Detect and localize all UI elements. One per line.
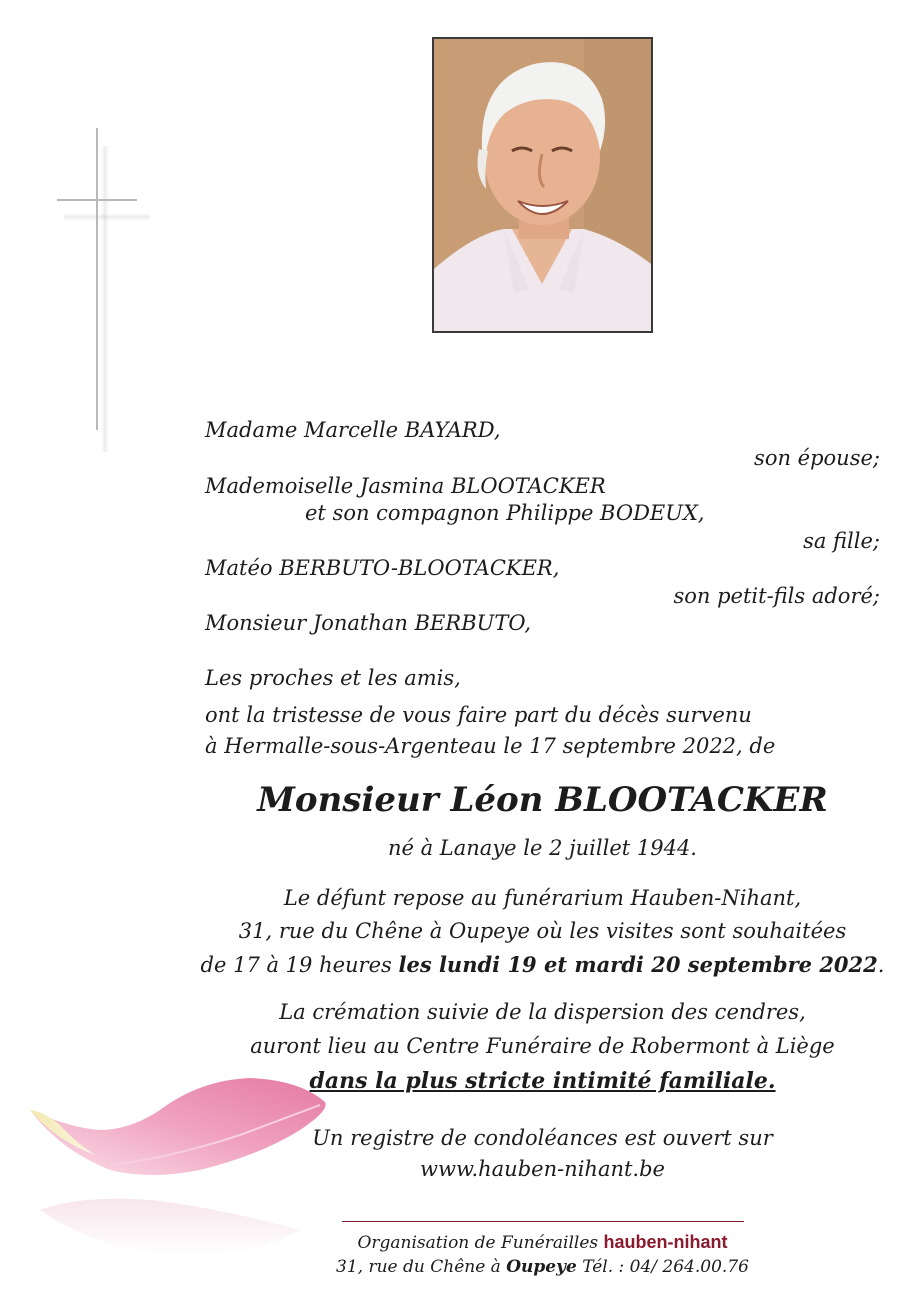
footer-address — [0, 1257, 918, 1277]
footer-org-prefix: Organisation de Funérailles — [357, 1233, 599, 1253]
deceased-name: Monsieur Léon BLOOTACKER — [257, 780, 828, 820]
footer-divider — [342, 1221, 744, 1222]
cremation-line-2: auront lieu au Centre Funéraire de Robermont à Liège — [250, 1034, 835, 1058]
cross-vertical-bar — [96, 128, 98, 430]
cross-horizontal-bar — [57, 199, 137, 201]
portrait-photo — [432, 37, 653, 333]
spouse-name: Madame Marcelle BAYARD, — [205, 418, 501, 442]
cremation-line-1: La crémation suivie de la dispersion des cendres, — [279, 1000, 806, 1024]
announcement-line-1: ont la tristesse de vous faire part du décès survenu — [205, 703, 752, 727]
portrait-illustration — [434, 39, 651, 331]
daughter-name: Mademoiselle Jasmina BLOOTACKER — [205, 474, 606, 498]
cremation-line-3: dans la plus stricte intimité familiale. — [309, 1068, 776, 1094]
grandson-name: Matéo BERBUTO-BLOOTACKER, — [205, 556, 560, 580]
announcement-line-2: à Hermalle-sous-Argenteau le 17 septembre 2022, de — [205, 734, 776, 758]
footer-organisation — [0, 1232, 918, 1253]
daughter-partner: et son compagnon Philippe BODEUX, — [305, 501, 705, 525]
cross-shadow-vertical — [101, 146, 109, 452]
brand-logo: hauben-nihant — [603, 1232, 728, 1252]
condolences-line: Un registre de condoléances est ouvert sur — [312, 1126, 773, 1150]
grandson-relation: son petit-fils adoré; — [673, 584, 880, 608]
footer-town: Oupeye — [506, 1257, 577, 1277]
footer-phone: Tél. : 04/ 264.00.76 — [582, 1257, 749, 1277]
visitation-line-1: Le défunt repose au funérarium Hauben-Nihant, — [283, 886, 802, 910]
visitation-hours: de 17 à 19 heures — [200, 953, 392, 977]
cross-shadow-horizontal — [64, 213, 150, 221]
visitation-period: . — [877, 953, 885, 977]
visitation-line-2: 31, rue du Chêne à Oupeye où les visites sont souhaitées — [238, 919, 847, 943]
condolences-website[interactable]: www.hauben-nihant.be — [420, 1157, 665, 1181]
visitation-dates: les lundi 19 et mardi 20 septembre 2022 — [398, 952, 878, 977]
visitation-line-3 — [0, 952, 918, 978]
friends-line: Les proches et les amis, — [205, 666, 461, 690]
birth-info: né à Lanaye le 2 juillet 1944. — [387, 836, 697, 860]
footer-address-prefix: 31, rue du Chêne à — [336, 1257, 501, 1277]
daughter-relation: sa fille; — [803, 529, 880, 553]
spouse-relation: son épouse; — [754, 446, 880, 470]
other-family-name: Monsieur Jonathan BERBUTO, — [205, 611, 531, 635]
